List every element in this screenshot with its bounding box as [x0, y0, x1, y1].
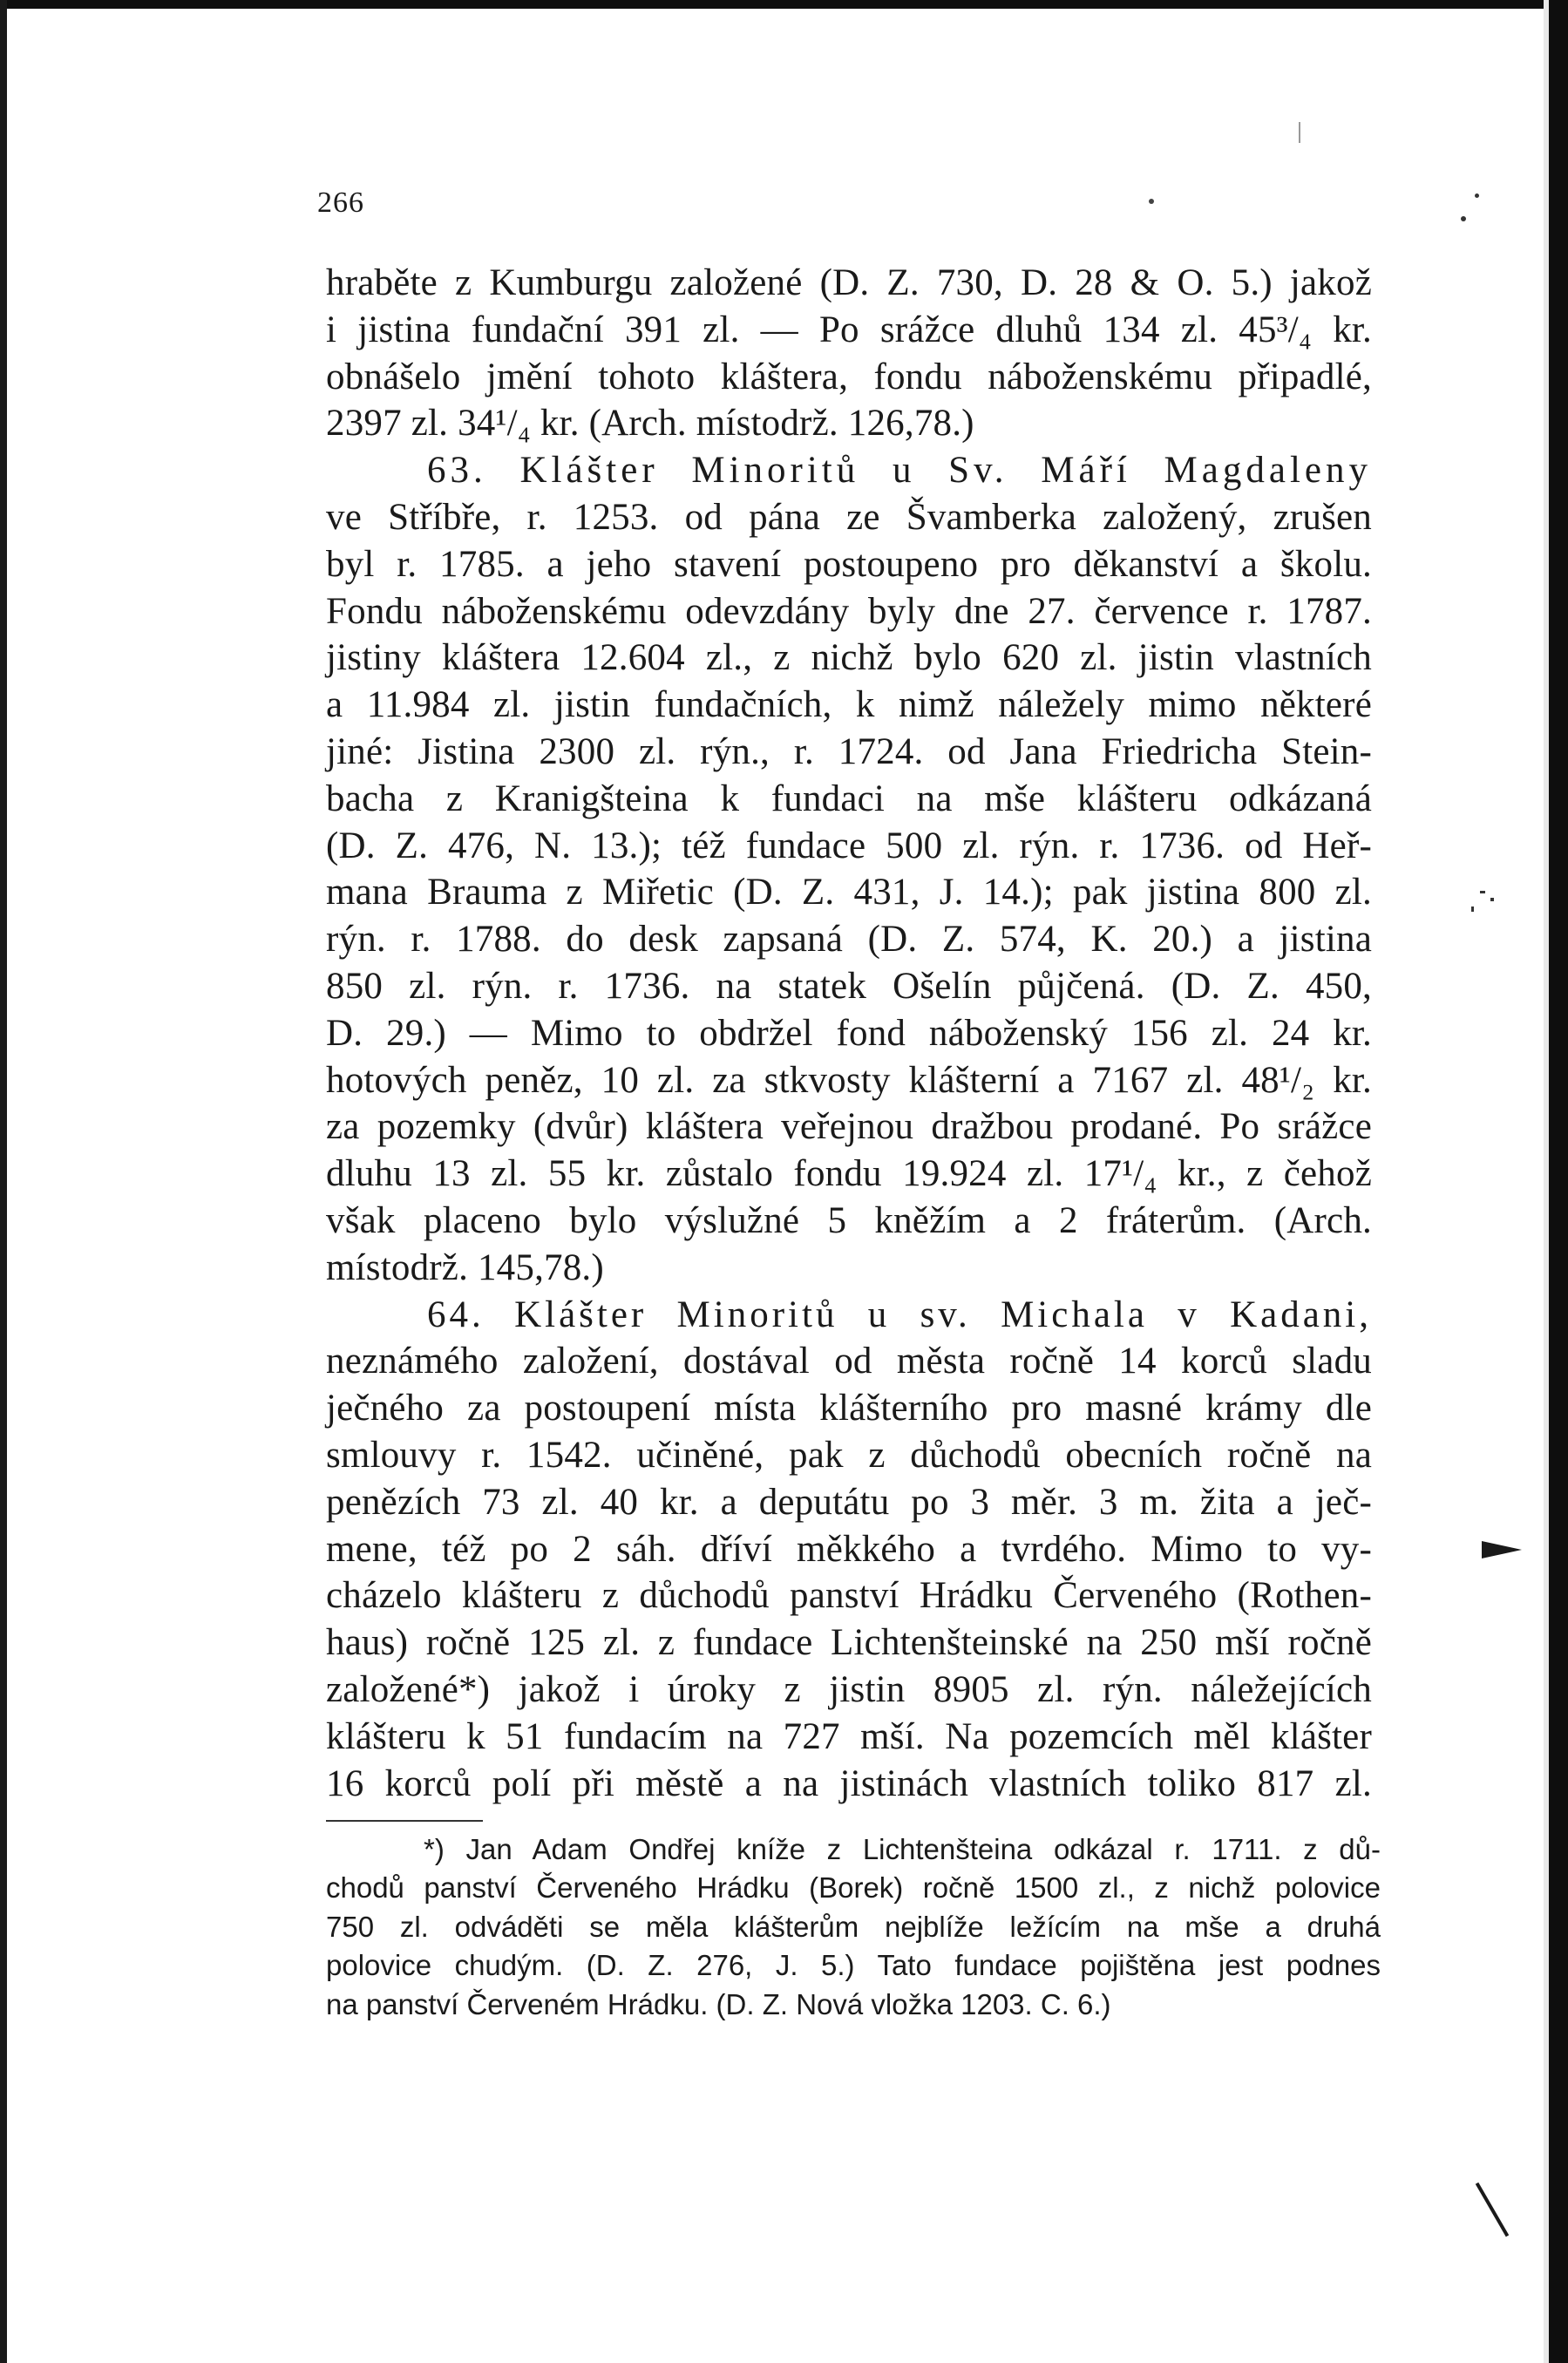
body-text: [326, 260, 1372, 1807]
text-line: D. 29.) — Mimo to obdržel fond náboženský 156 zl. 24 kr.: [326, 1012, 1372, 1054]
text-line: cházelo klášteru z důchodů panství Hrádku Červeného (Rothen-: [326, 1575, 1372, 1617]
scan-border-top: [0, 0, 1568, 9]
text-line: místodrž. 145,78.): [326, 1246, 604, 1288]
text-line: klášteru k 51 fundacím na 727 mší. Na pozemcích měl klášter: [326, 1715, 1372, 1757]
text-line: mana Brauma z Miřetic (D. Z. 431, J. 14.); pak jistina 800 zl.: [326, 872, 1372, 913]
footnote-line: na panství Červeném Hrádku. (D. Z. Nová vložka 1203. C. 6.): [326, 1987, 1111, 2020]
footnote: [326, 1830, 1381, 2024]
scan-speck: [1480, 891, 1485, 893]
text-line: haus) ročně 125 zl. z fundace Lichtenšteinské na 250 mší ročně: [326, 1622, 1372, 1664]
text-line: založené*) jakož i úroky z jistin 8905 zl. rýn. náležejících: [326, 1668, 1372, 1710]
text-line: neznámého založení, dostával od města ročně 14 korců sladu: [326, 1341, 1372, 1382]
scan-border-right: [1549, 0, 1568, 2363]
scan-speck: [1461, 216, 1466, 221]
scan-speck: [1471, 906, 1474, 912]
text-line: smlouvy r. 1542. učiněné, pak z důchodů obecních ročně na: [326, 1434, 1372, 1476]
scan-speck: [1475, 194, 1479, 198]
footnote-line: *) Jan Adam Ondřej kníže z Lichtenšteina odkázal r. 1711. z dů-: [424, 1833, 1381, 1865]
text-line: však placeno bylo výslužné 5 kněžím a 2 fráterům. (Arch.: [326, 1199, 1372, 1241]
page-number: 266: [317, 187, 364, 219]
text-line: a 11.984 zl. jistin fundačních, k nimž náležely mimo některé: [326, 684, 1372, 726]
text-line: dluhu 13 zl. 55 kr. zůstalo fondu 19.924 zl. 17¹/₄ kr., z čehož: [326, 1153, 1372, 1195]
text-line: 850 zl. rýn. r. 1736. na statek Ošelín půjčená. (D. Z. 450,: [326, 965, 1372, 1007]
scan-arrow-mark: [1482, 1541, 1522, 1558]
text-line: byl r. 1785. a jeho stavení postoupeno pro děkanství a školu.: [326, 543, 1372, 585]
text-line: (D. Z. 476, N. 13.); též fundace 500 zl. rýn. r. 1736. od Heř-: [326, 825, 1372, 866]
footnote-line: chodů panství Červeného Hrádku (Borek) ročně 1500 zl., z nichž polovice: [326, 1871, 1381, 1905]
scan-border-left: [0, 0, 7, 2363]
scan-speck: [1149, 199, 1154, 204]
text-line: ve Stříbře, r. 1253. od pána ze Švamberka založený, zrušen: [326, 496, 1372, 538]
scan-speck: [1299, 122, 1300, 143]
text-line: ječného za postoupení místa klášterního pro masné krámy dle: [326, 1388, 1372, 1429]
text-line: jiné: Jistina 2300 zl. rýn., r. 1724. od Jana Friedricha Stein-: [326, 730, 1372, 772]
text-line: za pozemky (dvůr) kláštera veřejnou dražbou prodané. Po srážce: [326, 1106, 1372, 1148]
text-line: hotových peněz, 10 zl. za stkvosty klášterní a 7167 zl. 48¹/₂ kr.: [326, 1059, 1372, 1101]
text-line: bacha z Kranigšteina k fundaci na mše klášteru odkázaná: [326, 777, 1372, 819]
text-line: hraběte z Kumburgu založené (D. Z. 730, D. 28 & O. 5.) jakož: [326, 262, 1372, 303]
scan-speck: [1490, 898, 1494, 901]
text-line: i jistina fundační 391 zl. — Po srážce dluhů 134 zl. 45³/₄ kr.: [326, 309, 1372, 350]
text-line: 2397 zl. 34¹/₄ kr. (Arch. místodrž. 126,78.): [326, 403, 974, 445]
section-heading-63: 63. Klášter Minoritů u Sv. Máří Magdaleny: [427, 450, 1372, 492]
scan-slash-mark: [1476, 2183, 1509, 2237]
footnote-line: 750 zl. odváděti se měla klášterům nejblíže ležícím na mše a druhá: [326, 1910, 1381, 1943]
text-line: obnášelo jmění tohoto kláštera, fondu náboženskému připadlé,: [326, 356, 1372, 397]
text-line: Fondu náboženskému odevzdány byly dne 27. července r. 1787.: [326, 590, 1372, 632]
text-line: 16 korců polí při městě a na jistinách vlastních toliko 817 zl.: [326, 1762, 1372, 1804]
text-line: penězích 73 zl. 40 kr. a deputátu po 3 měr. 3 m. žita a ječ-: [326, 1481, 1372, 1523]
section-heading-64: 64. Klášter Minoritů u sv. Michala v Kadani,: [427, 1294, 1372, 1335]
footnote-divider: [326, 1820, 483, 1822]
text-line: rýn. r. 1788. do desk zapsaná (D. Z. 574, K. 20.) a jistina: [326, 919, 1372, 961]
footnote-line: polovice chudým. (D. Z. 276, J. 5.) Tato fundace pojištěna jest podnes: [326, 1949, 1381, 1982]
text-line: mene, též po 2 sáh. dříví měkkého a tvrdého. Mimo to vy-: [326, 1528, 1372, 1570]
text-line: jistiny kláštera 12.604 zl., z nichž bylo 620 zl. jistin vlastních: [326, 637, 1372, 679]
